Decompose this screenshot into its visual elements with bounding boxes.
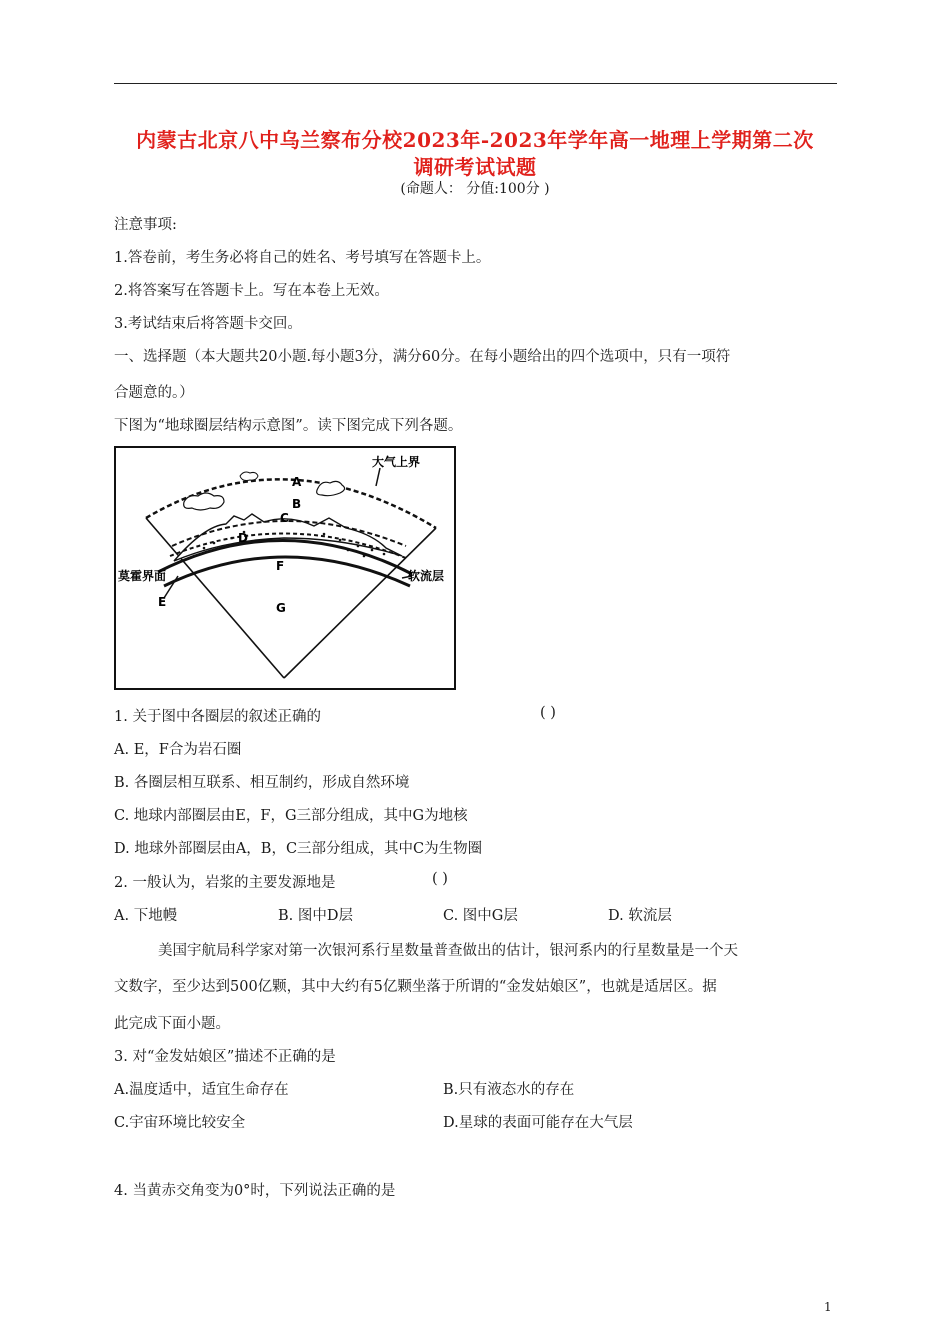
- q1-option: D. 地球外部圈层由A，B，C三部分组成，其中C为生物圈: [114, 841, 483, 857]
- label-e: E: [158, 595, 167, 609]
- q2-option: B. 图中D层: [278, 908, 353, 924]
- label-g: G: [276, 601, 286, 615]
- section-instructions-cont: 合题意的。）: [114, 385, 194, 401]
- notice-item: 3.考试结束后将答题卡交回。: [114, 316, 302, 332]
- figure-intro: 下图为“地球圈层结构示意图”。读下图完成下列各题。: [114, 418, 463, 434]
- q1-stem: 1. 关于图中各圈层的叙述正确的: [114, 709, 321, 725]
- q3-option: A.温度适中，适宜生命存在: [114, 1082, 289, 1098]
- q3-stem: 3. 对“金发姑娘区”描述不正确的是: [114, 1049, 336, 1065]
- q3-option: C.宇宙环境比较安全: [114, 1115, 246, 1131]
- q1-option: B. 各圈层相互联系、相互制约，形成自然环境: [114, 775, 410, 791]
- q2-option: A. 下地幔: [114, 908, 178, 924]
- header-rule: [114, 83, 837, 84]
- notice-item: 1.答卷前，考生务必将自己的姓名、考号填写在答题卡上。: [114, 250, 491, 266]
- section-instructions: 一、选择题（本大题共20小题.每小题3分，满分60分。在每小题给出的四个选项中，只有一项符: [114, 349, 731, 365]
- label-b: B: [292, 497, 302, 511]
- q2-option: C. 图中G层: [443, 908, 518, 924]
- label-f: F: [276, 559, 285, 573]
- label-asthenosphere: 软流层: [408, 569, 445, 583]
- passage-line: 此完成下面小题。: [114, 1016, 230, 1032]
- q2-answer-blank: ( ): [432, 871, 448, 887]
- q1-option: A. E，F合为岩石圈: [114, 742, 242, 758]
- q2-option: D. 软流层: [608, 908, 672, 924]
- q3-option: D.星球的表面可能存在大气层: [443, 1115, 633, 1131]
- label-moho: 莫霍界面: [118, 569, 167, 583]
- earth-layers-diagram: [114, 446, 456, 690]
- passage-line: 美国宇航局科学家对第一次银河系行星数量普查做出的估计，银河系内的行星数量是一个天: [158, 943, 738, 959]
- notice-heading: 注意事项:: [114, 217, 177, 233]
- page-number: 1: [824, 1300, 832, 1314]
- label-a: A: [292, 475, 302, 489]
- q2-stem: 2. 一般认为，岩浆的主要发源地是: [114, 875, 336, 891]
- subtitle: (命题人： 分值:100分 ): [400, 181, 550, 197]
- q1-answer-blank: ( ): [540, 705, 556, 721]
- label-d: D: [238, 531, 248, 545]
- label-c: C: [280, 511, 289, 525]
- notice-item: 2.将答案写在答题卡上。写在本卷上无效。: [114, 283, 389, 299]
- cloud-small: [240, 472, 258, 481]
- q3-option: B.只有液态水的存在: [443, 1082, 575, 1098]
- q4-stem: 4. 当黄赤交角变为0°时，下列说法正确的是: [114, 1183, 396, 1199]
- title-line-1: 内蒙古北京八中乌兰察布分校2023年-2023年学年高一地理上学期第二次: [136, 128, 814, 152]
- passage-line: 文数字，至少达到500亿颗，其中大约有5亿颗坐落于所谓的“金发姑娘区”，也就是适居区。据: [114, 979, 717, 995]
- label-upper-atmosphere: 大气上界: [372, 455, 421, 469]
- q1-option: C. 地球内部圈层由E，F，G三部分组成，其中G为地核: [114, 808, 468, 824]
- title-line-2: 调研考试试题: [413, 155, 537, 179]
